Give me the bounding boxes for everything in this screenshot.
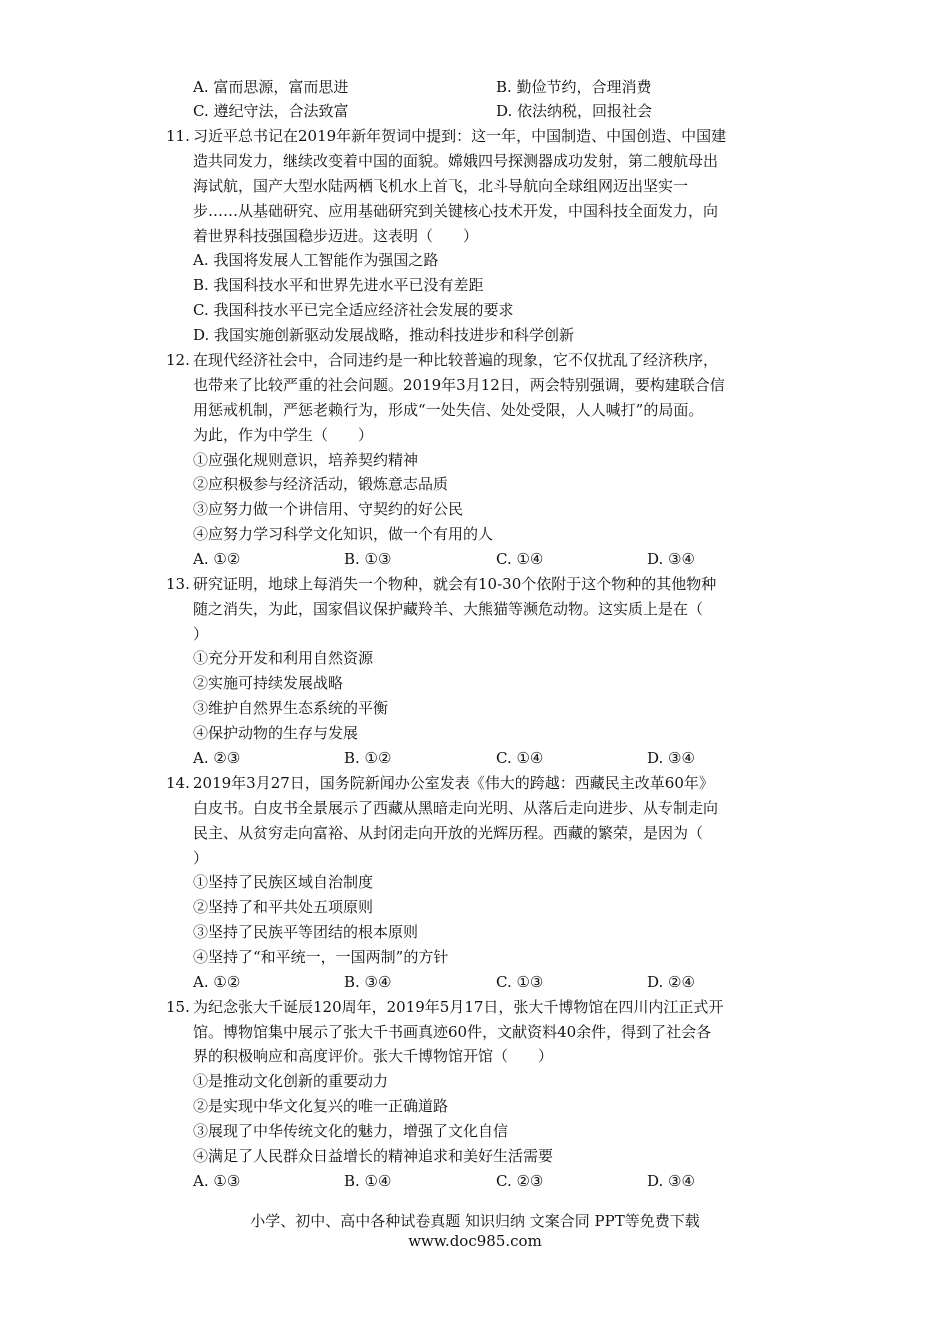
q13-stem-line: ） xyxy=(193,625,209,643)
q12-choice-c: C. ①④ xyxy=(496,550,544,568)
q11-option-d: D. 我国实施创新驱动发展战略，推动科技进步和科学创新 xyxy=(193,326,575,344)
q14-choice-c: C. ①③ xyxy=(496,973,544,991)
q14-choice-b: B. ③④ xyxy=(344,973,392,991)
q11-number: 11. xyxy=(166,127,190,145)
q13-item: ②实施可持续发展战略 xyxy=(193,674,344,692)
q14-number: 14. xyxy=(166,774,190,792)
q15-choice-a: A. ①③ xyxy=(193,1172,241,1190)
q14-item: ③坚持了民族平等团结的根本原则 xyxy=(193,923,419,941)
q15-stem-line: 界的积极响应和高度评价。张大千博物馆开馆（ ） xyxy=(193,1047,554,1065)
q11-stem-line: 造共同发力，继续改变着中国的面貌。嫦娥四号探测器成功发射，第二艘航母出 xyxy=(193,152,719,170)
q13-item: ④保护动物的生存与发展 xyxy=(193,724,359,742)
q12-item: ②应积极参与经济活动，锻炼意志品质 xyxy=(193,475,449,493)
q14-item: ①坚持了民族区域自治制度 xyxy=(193,873,374,891)
q14-stem-line: 2019年3月27日，国务院新闻办公室发表《伟大的跨越：西藏民主改革60年》 xyxy=(193,774,714,792)
q15-item: ④满足了人民群众日益增长的精神追求和美好生活需要 xyxy=(193,1147,554,1165)
q13-item: ①充分开发和利用自然资源 xyxy=(193,649,374,667)
q12-stem-line: 也带来了比较严重的社会问题。2019年3月12日，两会特别强调，要构建联合信 xyxy=(193,376,725,394)
q13-item: ③维护自然界生态系统的平衡 xyxy=(193,699,389,717)
q14-choice-a: A. ①② xyxy=(193,973,241,991)
q13-choice-a: A. ②③ xyxy=(193,749,241,767)
q14-choice-d: D. ②④ xyxy=(647,973,695,991)
q12-stem-line: 为此，作为中学生（ ） xyxy=(193,426,374,444)
footer-line: 小学、初中、高中各种试卷真题 知识归纳 文案合同 PPT等免费下载 xyxy=(250,1212,700,1230)
q10-option-b: B. 勤俭节约，合理消费 xyxy=(496,78,652,96)
q13-choice-d: D. ③④ xyxy=(647,749,695,767)
q12-stem-line: 用惩戒机制，严惩老赖行为，形成“一处失信、处处受限，人人喊打”的局面。 xyxy=(193,401,704,419)
q11-stem-line: 海试航，国产大型水陆两栖飞机水上首飞，北斗导航向全球组网迈出坚实一 xyxy=(193,177,689,195)
q12-item: ①应强化规则意识，培养契约精神 xyxy=(193,451,419,469)
q13-number: 13. xyxy=(166,575,190,593)
q12-item: ④应努力学习科学文化知识，做一个有用的人 xyxy=(193,525,494,543)
q12-choice-d: D. ③④ xyxy=(647,550,695,568)
q12-item: ③应努力做一个讲信用、守契约的好公民 xyxy=(193,500,464,518)
q12-choice-a: A. ①② xyxy=(193,550,241,568)
q14-stem-line: 民主、从贫穷走向富裕、从封闭走向开放的光辉历程。西藏的繁荣，是因为（ xyxy=(193,824,704,842)
q12-stem-line: 在现代经济社会中，合同违约是一种比较普遍的现象，它不仅扰乱了经济秩序， xyxy=(193,351,719,369)
q11-option-a: A. 我国将发展人工智能作为强国之路 xyxy=(193,251,439,269)
footer-url[interactable]: www.doc985.com xyxy=(408,1232,542,1250)
q14-stem-line: 白皮书。白皮书全景展示了西藏从黑暗走向光明、从落后走向进步、从专制走向 xyxy=(193,799,719,817)
q14-item: ②坚持了和平共处五项原则 xyxy=(193,898,374,916)
q11-stem-line: 习近平总书记在2019年新年贺词中提到：这一年，中国制造、中国创造、中国建 xyxy=(193,127,727,145)
q13-stem-line: 研究证明，地球上每消失一个物种，就会有10-30个依附于这个物种的其他物种 xyxy=(193,575,717,593)
q11-stem-line: 步……从基础研究、应用基础研究到关键核心技术开发，中国科技全面发力，向 xyxy=(193,202,719,220)
q15-item: ②是实现中华文化复兴的唯一正确道路 xyxy=(193,1097,449,1115)
q15-stem-line: 为纪念张大千诞辰120周年，2019年5月17日，张大千博物馆在四川内江正式开 xyxy=(193,998,724,1016)
q11-stem-line: 着世界科技强国稳步迈进。这表明（ ） xyxy=(193,227,479,245)
q15-item: ③展现了中华传统文化的魅力，增强了文化自信 xyxy=(193,1122,509,1140)
q15-choice-c: C. ②③ xyxy=(496,1172,544,1190)
q15-stem-line: 馆。博物馆集中展示了张大千书画真迹60件，文献资料40余件，得到了社会各 xyxy=(193,1023,712,1041)
q10-option-d: D. 依法纳税，回报社会 xyxy=(496,102,653,120)
q15-number: 15. xyxy=(166,998,190,1016)
q13-choice-b: B. ①② xyxy=(344,749,392,767)
q10-option-c: C. 遵纪守法，合法致富 xyxy=(193,102,349,120)
q11-option-b: B. 我国科技水平和世界先进水平已没有差距 xyxy=(193,276,484,294)
q13-stem-line: 随之消失，为此，国家倡议保护藏羚羊、大熊猫等濒危动物。这实质上是在（ xyxy=(193,600,704,618)
q14-stem-line: ） xyxy=(193,849,209,867)
q11-option-c: C. 我国科技水平已完全适应经济社会发展的要求 xyxy=(193,301,514,319)
q12-number: 12. xyxy=(166,351,190,369)
q15-choice-d: D. ③④ xyxy=(647,1172,695,1190)
q10-option-a: A. 富而思源，富而思进 xyxy=(193,78,349,96)
q14-item: ④坚持了“和平统一，一国两制”的方针 xyxy=(193,948,449,966)
q12-choice-b: B. ①③ xyxy=(344,550,392,568)
q13-choice-c: C. ①④ xyxy=(496,749,544,767)
q15-choice-b: B. ①④ xyxy=(344,1172,392,1190)
q15-item: ①是推动文化创新的重要动力 xyxy=(193,1072,389,1090)
